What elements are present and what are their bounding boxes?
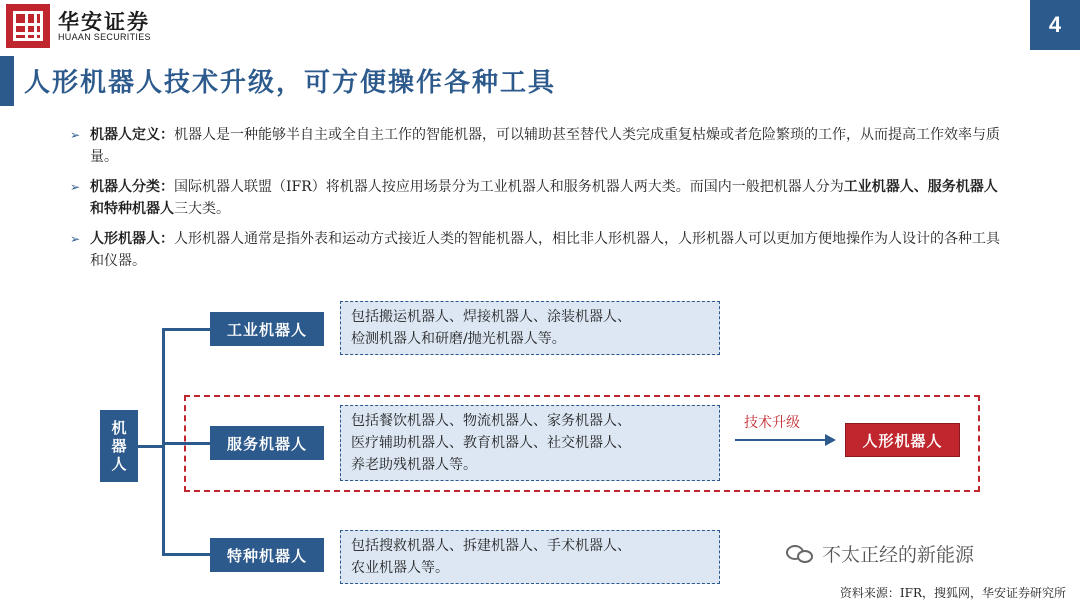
desc-service <box>340 405 720 481</box>
root-char: 人 <box>111 455 127 473</box>
category-special: 特种机器人 <box>210 538 324 572</box>
desc-line: 检测机器人和研磨/抛光机器人等。 <box>351 331 566 347</box>
bullet-label: 机器人定义： <box>90 127 174 143</box>
bullet-text: 机器人是一种能够半自主或全自主工作的智能机器，可以辅助甚至替代人类完成重复枯燥或者危险繁琐的工作，从而提高工作效率与质量。 <box>90 127 1000 165</box>
upgrade-arrow-line <box>735 439 827 441</box>
desc-industrial <box>340 301 720 355</box>
bullet-label: 机器人分类： <box>90 179 174 195</box>
bullet-arrow-icon: ➢ <box>70 128 81 142</box>
branch-line-special <box>162 553 210 556</box>
wechat-icon <box>786 543 816 565</box>
watermark-text: 不太正经的新能源 <box>822 544 975 566</box>
bullet-classification <box>70 176 1010 220</box>
bullet-arrow-icon: ➢ <box>70 180 81 194</box>
desc-line: 包括搬运机器人、焊接机器人、涂装机器人、 <box>351 309 631 325</box>
arrow-right-icon <box>825 434 836 446</box>
root-char: 器 <box>111 437 127 455</box>
desc-line: 农业机器人等。 <box>351 560 449 576</box>
root-connector-line <box>138 445 164 448</box>
root-node-robot <box>100 410 138 482</box>
upgrade-label: 技术升级 <box>744 415 800 431</box>
bullet-text: 人形机器人通常是指外表和运动方式接近人类的智能机器人，相比非人形机器人，人形机器人可以更加方便地操作为人设计的各种工具和仪器。 <box>90 231 1000 269</box>
category-industrial: 工业机器人 <box>210 312 324 346</box>
bullet-label: 人形机器人： <box>90 231 174 247</box>
bullet-list <box>70 124 1010 280</box>
bullet-emphasis: 工业机器人、服务机器人和特种机器人 <box>90 179 998 217</box>
root-char: 机 <box>111 419 127 437</box>
bullet-humanoid <box>70 228 1010 272</box>
huaan-logo-icon <box>6 4 50 48</box>
bullet-definition <box>70 124 1010 168</box>
title-accent-bar <box>0 56 14 106</box>
desc-line: 养老助残机器人等。 <box>351 457 477 473</box>
desc-line: 包括餐饮机器人、物流机器人、家务机器人、 <box>351 413 631 429</box>
branch-line-industrial <box>162 328 210 331</box>
category-service: 服务机器人 <box>210 426 324 460</box>
brand-name-en: HUAAN SECURITIES <box>58 32 151 42</box>
humanoid-robot-node: 人形机器人 <box>845 423 960 457</box>
page-number: 4 <box>1030 0 1080 50</box>
brand-name-cn: 华安证券 <box>58 9 150 34</box>
desc-line: 包括搜救机器人、拆建机器人、手术机器人、 <box>351 538 631 554</box>
desc-special <box>340 530 720 584</box>
bullet-arrow-icon: ➢ <box>70 232 81 246</box>
desc-line: 医疗辅助机器人、教育机器人、社交机器人、 <box>351 435 631 451</box>
page-title: 人形机器人技术升级，可方便操作各种工具 <box>24 68 557 98</box>
bullet-text: 国际机器人联盟（IFR）将机器人按应用场景分为工业机器人和服务机器人两大类。而国内一般把机器人分为 <box>174 179 844 195</box>
watermark <box>786 540 974 567</box>
bullet-text-tail: 三大类。 <box>174 201 230 217</box>
source-note: 资料来源：IFR，搜狐网，华安证券研究所 <box>839 586 1066 600</box>
